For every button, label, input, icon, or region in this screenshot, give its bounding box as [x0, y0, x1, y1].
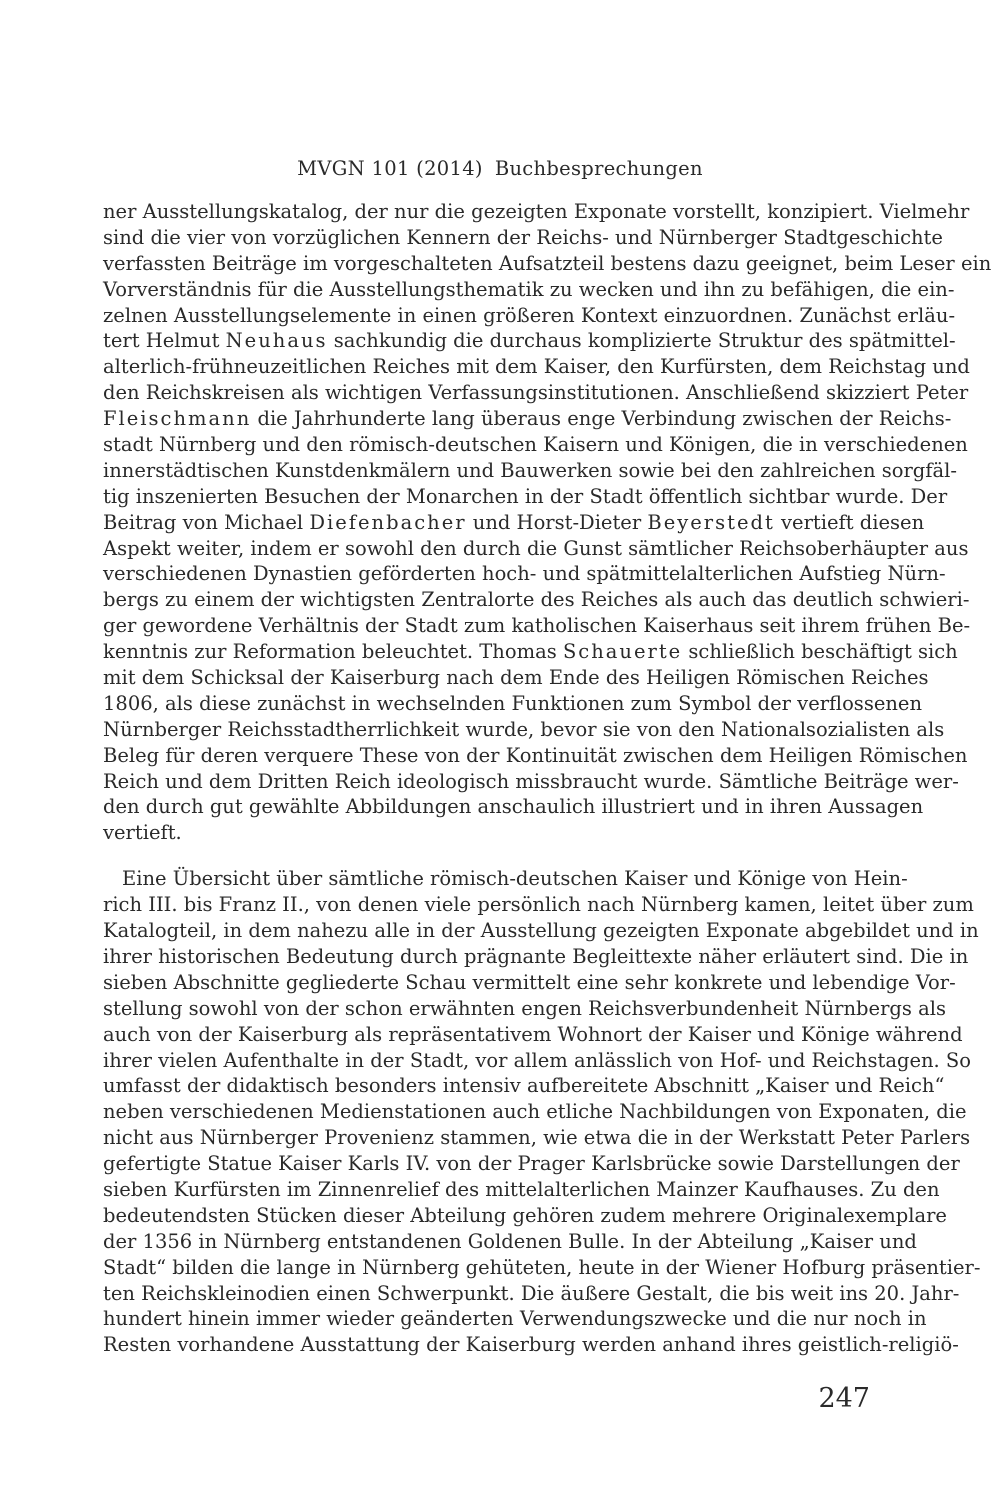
- text-line: der 1356 in Nürnberg entstandenen Goldenen Bulle. In der Abteilung „Kaiser und: [103, 1229, 917, 1253]
- text-line: sieben Kurfürsten im Zinnenrelief des mittelalterlichen Mainzer Kaufhauses. Zu den: [103, 1177, 940, 1201]
- text-line: ihrer historischen Bedeutung durch prägnante Begleittexte näher erläutert sind. Die in: [103, 944, 969, 968]
- text-line: ten Reichskleinodien einen Schwerpunkt. Die äußere Gestalt, die bis weit ins 20. Jahr-: [103, 1281, 960, 1305]
- author-name: Neuhaus: [225, 329, 328, 353]
- text-line: Nürnberger Reichsstadtherrlichkeit wurde, bevor sie von den Nationalsozialisten als: [103, 717, 945, 741]
- text-line: bedeutendsten Stücken dieser Abteilung gehören zudem mehrere Originalexemplare: [103, 1203, 947, 1227]
- text-line: den durch gut gewählte Abbildungen anschaulich illustriert und in ihren Aussagen: [103, 795, 924, 819]
- text-line: Stadt“ bilden die lange in Nürnberg gehüteten, heute in der Wiener Hofburg präsentier-: [103, 1255, 981, 1279]
- text-line: ner Ausstellungskatalog, der nur die gezeigten Exponate vorstellt, konzipiert. Vielmehr: [103, 200, 970, 223]
- text-line: neben verschiedenen Medienstationen auch etliche Nachbildungen von Exponaten, die: [103, 1100, 967, 1124]
- text-line: Beleg für deren verquere These von der Kontinuität zwischen dem Heiligen Römischen: [103, 743, 968, 767]
- paragraph-1: [103, 199, 992, 846]
- text-line: zelnen Ausstellungselemente in einen größeren Kontext einzuordnen. Zunächst erläu-: [103, 303, 956, 327]
- text-line: stellung sowohl von der schon erwähnten engen Reichsverbundenheit Nürnbergs als: [103, 996, 946, 1020]
- author-name: Beyerstedt: [647, 510, 775, 534]
- author-name: Diefenbacher: [309, 510, 467, 534]
- text-line: nicht aus Nürnberger Provenienz stammen, wie etwa die in der Werkstatt Peter Parlers: [103, 1126, 971, 1150]
- text-line: mit dem Schicksal der Kaiserburg nach dem Ende des Heiligen Römischen Reiches: [103, 666, 929, 690]
- text-line: sind die vier von vorzüglichen Kennern der Reichs- und Nürnberger Stadtgeschichte: [103, 225, 943, 249]
- text-line: innerstädtischen Kunstdenkmälern und Bauwerken sowie bei den zahlreichen sorgfäl-: [103, 458, 957, 482]
- author-name: Schauerte: [562, 640, 683, 664]
- text-line: gefertigte Statue Kaiser Karls IV. von der Prager Karlsbrücke sowie Darstellungen der: [103, 1152, 960, 1176]
- text-line: umfasst der didaktisch besonders intensiv aufbereitete Abschnitt „Kaiser und Reich“: [103, 1074, 945, 1098]
- text-line: ger gewordene Verhältnis der Stadt zum katholischen Kaiserhaus seit ihrem frühen Be-: [103, 614, 971, 638]
- text-line: alterlich-frühneuzeitlichen Reiches mit dem Kaiser, den Kurfürsten, dem Reichstag und: [103, 355, 970, 379]
- text-line: stadt Nürnberg und den römisch-deutschen Kaisern und Königen, die in verschiedenen: [103, 433, 968, 457]
- text-line: Fleischmann die Jahrhunderte lang überaus enge Verbindung zwischen der Reichs-: [103, 407, 952, 431]
- text-line: hundert hinein immer wieder geänderten Verwendungszwecke und die nur noch in: [103, 1307, 927, 1331]
- page-number: 247: [818, 1383, 870, 1414]
- text-line: Katalogteil, in dem nahezu alle in der Ausstellung gezeigten Exponate abgebildet und in: [103, 919, 979, 943]
- text-line: Eine Übersicht über sämtliche römisch-deutschen Kaiser und Könige von Hein-: [122, 867, 908, 891]
- text-line: verschiedenen Dynastien geförderten hoch- und spätmittelalterlichen Aufstieg Nürn-: [103, 562, 946, 586]
- text-line: tig inszenierten Besuchen der Monarchen in der Stadt öffentlich sichtbar wurde. Der: [103, 484, 948, 508]
- text-line: verfassten Beiträge im vorgeschalteten Aufsatzteil bestens dazu geeignet, beim Leser ein: [103, 251, 992, 275]
- text-line: Resten vorhandene Ausstattung der Kaiserburg werden anhand ihres geistlich-religiö-: [103, 1333, 959, 1357]
- text-line: ihrer vielen Aufenthalte in der Stadt, vor allem anlässlich von Hof- und Reichstagen. So: [103, 1048, 972, 1072]
- text-line: vertieft.: [103, 821, 182, 845]
- text-line: Vorverständnis für die Ausstellungsthematik zu wecken und ihn zu befähigen, die ein-: [103, 277, 955, 301]
- section-title: Buchbesprechungen: [494, 157, 703, 180]
- text-line: rich III. bis Franz II., von denen viele persönlich nach Nürnberg kamen, leitet über zum: [103, 893, 974, 917]
- text-line: kenntnis zur Reformation beleuchtet. Thomas Schauerte schließlich beschäftigt sich: [103, 640, 958, 664]
- text-line: 1806, als diese zunächst in wechselnden Funktionen zum Symbol der verflossenen: [103, 691, 923, 715]
- journal-reference: MVGN 101 (2014): [297, 157, 483, 180]
- text-line: den Reichskreisen als wichtigen Verfassungsinstitutionen. Anschließend skizziert Peter: [103, 381, 969, 405]
- text-line: Reich und dem Dritten Reich ideologisch missbraucht wurde. Sämtliche Beiträge wer-: [103, 769, 959, 793]
- text-line: Beitrag von Michael Diefenbacher und Horst-Dieter Beyerstedt vertieft diesen: [103, 510, 925, 534]
- text-line: sieben Abschnitte gegliederte Schau vermittelt eine sehr konkrete und lebendige Vor-: [103, 970, 956, 994]
- paragraph-2: [103, 866, 981, 1358]
- author-name: Fleischmann: [103, 407, 252, 431]
- text-line: bergs zu einem der wichtigsten Zentralorte des Reiches als auch das deutlich schwieri-: [103, 588, 970, 612]
- body-text: [103, 199, 992, 1358]
- text-line: auch von der Kaiserburg als repräsentativem Wohnort der Kaiser und Könige während: [103, 1022, 963, 1046]
- running-header: [0, 157, 1000, 180]
- text-line: Aspekt weiter, indem er sowohl den durch die Gunst sämtlicher Reichsoberhäupter aus: [103, 536, 969, 560]
- text-line: tert Helmut Neuhaus sachkundig die durchaus komplizierte Struktur des spätmittel-: [103, 329, 956, 353]
